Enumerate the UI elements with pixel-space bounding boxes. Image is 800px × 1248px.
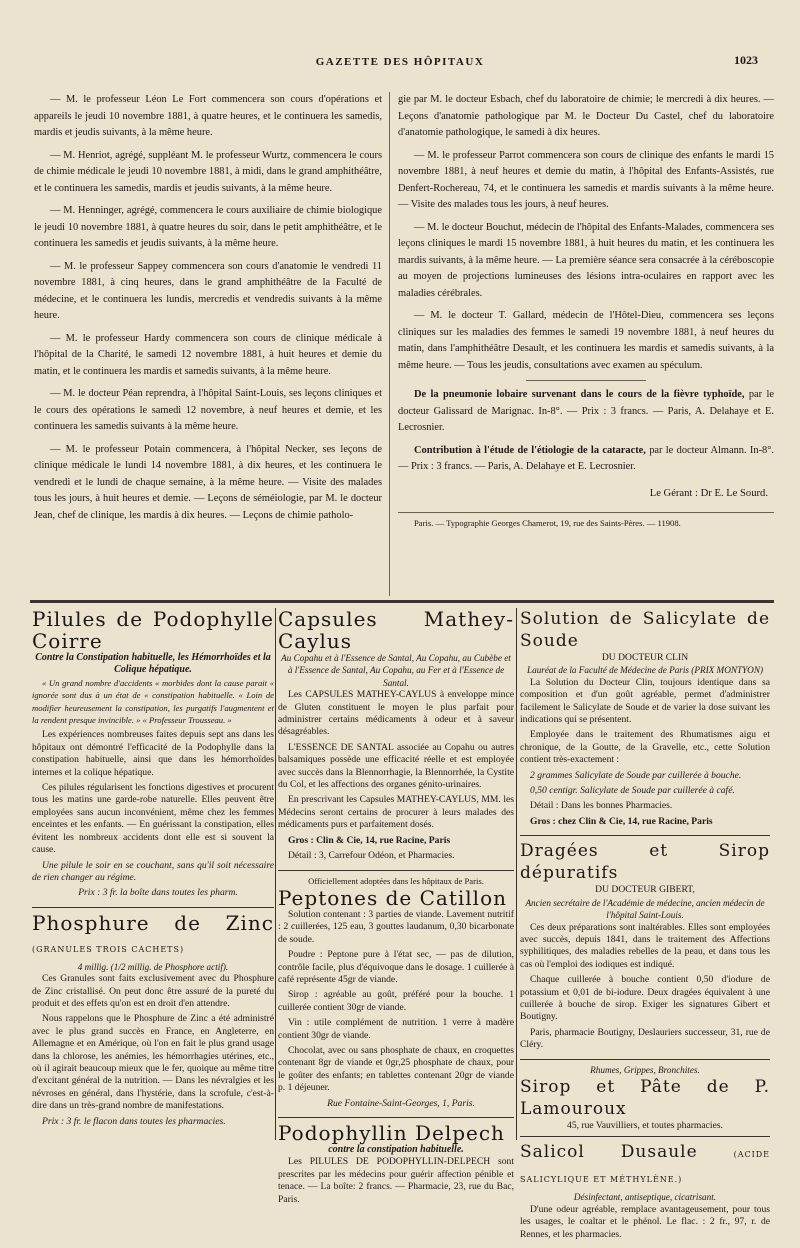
ad-wholesale: Gros : Clin & Cie, 14, rue Racine, Paris [288, 834, 451, 846]
publication-notice [398, 443, 774, 476]
announcement-paragraph: — M. Henriot, agrégé, suppléant M. le professeur Wurtz, commencera le cours de chimie médicale le jeudi 10 novembre 1881, à midi, dans le grand amphithéâtre, et le continuera les samedis, mardis et jeudis suivants, à la même heure. [34, 149, 382, 194]
ad-title: Capsules Mathey-Caylus [278, 607, 514, 653]
ad-official-note: Officiellement adoptées dans les hôpitaux de Paris. [308, 875, 484, 886]
ad-dose: 0,50 centigr. Salicylate de Soude par cuillerée à café. [530, 785, 735, 797]
ad-title: Peptones de Catillon [278, 885, 507, 910]
ads-top-rule [30, 600, 774, 603]
ad-author: DU DOCTEUR GIBERT, [595, 884, 695, 896]
ad-subtitle: Désinfectant, antiseptique, cicatrisant. [573, 1192, 717, 1203]
ad-title: Dragées et Sirop dépuratifs [520, 841, 770, 884]
ad-wholesale: Gros : chez Clin & Cie, 14, rue Racine, Paris [530, 815, 713, 827]
page-number: 1023 [734, 53, 758, 67]
ad-quote: « Un grand nombre d'accidents « morbides dont la cause parait « ignorée sont dus à un état de « constipation habituelle. « Loin de modifier heureusement la constipation, les purgatifs l'augmentent et la rendent presque invincible. » « Professeur Trousseau. » [32, 677, 274, 726]
announcement-paragraph: — M. le professeur Parrot commencera son cours de clinique des enfants le mardi 15 novembre 1881, à neuf heures et demie du matin, à l'hôpital des Enfants-Assistés, rue Denfert-Rochereau, 74, et le continuera les samedis et mardis suivants à la même heure. — Visite des malades tous les jours, à neuf heures. [398, 149, 774, 210]
ad-title-text: Salicol Dusaule [520, 1142, 698, 1163]
ad-laureate: Lauréat de la Faculté de Médecine de Paris (PRIX MONTYON) [526, 665, 764, 676]
ad-address: Paris, pharmacie Boutigny, Deslauriers successeur, 31, rue de Cléry. [520, 1026, 770, 1051]
ads-column-3 [520, 608, 770, 1248]
ad-dose: 2 grammes Salicylate de Soude par cuillerée à bouche. [530, 769, 742, 781]
ad-subtitle: contre la constipation habituelle. [328, 1144, 464, 1155]
publication-title: Contribution à l'étude de l'étiologie de la cataracte, [414, 444, 646, 456]
ad-tag: (ACIDE SALICYLIQUE ET MÉTHYLÈNE.) [520, 1150, 771, 1185]
ad-body: Poudre : Peptone pure à l'état sec, — pas de dilution, contrôle facile, plus d'équivoque dans le dosage. 1 cuillerée à café représente 45gr de viande. [278, 949, 514, 985]
ad-body: En prescrivant les Capsules MATHEY-CAYLUS, MM. les Médecins seront certains de procurer à leurs malades des médicaments purs et parfaitement dosés. [278, 794, 514, 831]
ad-title: Sirop et Pâte de P. Lamouroux [520, 1076, 770, 1119]
ad-body: Ces pilules régularisent les fonctions digestives et procurent tous les matins une garde-robe naturelle. Elles peuvent être employées sans aucun inconvénient, même chez les femmes enceintes et les enfants. — En guérissant la constipation, elles évitent les nombreux accidents dont elle est si souvent la cause. [32, 782, 274, 856]
journal-title: GAZETTE DES HÔPITAUX [315, 56, 485, 68]
page-header [30, 50, 770, 72]
right-text-column [398, 92, 774, 532]
gerant-signature: Le Gérant : Dr E. Le Sourd. [649, 487, 768, 499]
ad-lines: Au Copahu et à l'Essence de Santal, Au Copahu, au Cubèbe et à l'Essence de Santal, Au Copahu, au Fer et à l'Essence de Santal. [281, 653, 511, 688]
announcement-paragraph: — M. le professeur Sappey commencera son cours d'anatomie le vendredi 11 novembre 1881, à cinq heures, dans le grand amphithéâtre de la Faculté de médecine, et le continuera les lundis, mercredis et vendredis suivants à la même heure. [34, 260, 382, 321]
ads-column-1 [32, 608, 274, 1135]
announcement-paragraph: — M. le docteur Bouchut, médecin de l'hôpital des Enfants-Malades, commencera ses leçons cliniques le mardi 15 novembre 1881, à huit heures du matin, et les continuera les mardis suivants, à la même heure. — La première séance sera consacrée à la céréboscopie au moyen de projections lumineuses des lésions intra-oculaires en rapport avec les maladies cérébrales. [398, 221, 774, 299]
ad-price: Prix : 3 fr. le flacon dans toutes les pharmacies. [42, 1115, 226, 1127]
printer-imprint: Paris. — Typographie Georges Chamerot, 19, rue des Saints-Pères. — 11908. [398, 512, 774, 532]
ad-salicol-dusaule [520, 1136, 770, 1248]
ad-capsules-mathey-caylus [278, 608, 514, 870]
ad-title: Podophyllin Delpech [278, 1121, 505, 1145]
ad-author: DU DOCTEUR CLIN [601, 652, 689, 663]
ad-address: Rue Fontaine-Saint-Georges, 1, Paris. [327, 1097, 475, 1109]
ads-column-rule [516, 608, 517, 1140]
ad-body: D'une odeur agréable, remplace avantageusement, pour tous les usages, le coaltar et le phénol. Le flac. : 2 fr., 97, r. de Rennes, et les pharmacies. [520, 1203, 770, 1240]
announcement-paragraph: — M. le docteur Péan reprendra, à l'hôpital Saint-Louis, ses leçons cliniques et le cours des opérations le samedi 12 novembre, à neuf heures et demie, et les continuera les samedis suivants à la même heure. [34, 388, 382, 432]
ad-body: La Solution du Docteur Clin, toujours identique dans sa composition et d'un goût agréable, permet d'administrer facilement le Salicylate de Soude et de varier la dose suivant les indications qui se présentent. [520, 676, 770, 726]
ad-title-text: Phosphure de Zinc [32, 910, 274, 935]
ad-body: Ces Granules sont faits exclusivement avec du Phosphure de Zinc cristallisé. On peut donc être assuré de la pureté du produit et des effets qu'on est en droit d'en attendre. [32, 973, 274, 1009]
ad-body: Les CAPSULES MATHEY-CAYLUS à enveloppe mince de Gluten constituent le moyen le plus parfait pour administrer certains médicaments à odeur et à saveur désagréables. [278, 689, 514, 738]
ad-podophylle-coirre [32, 608, 274, 907]
ad-subtitle: Contre la Constipation habituelle, les Hémorrhoïdes et la Colique hépatique. [35, 652, 271, 676]
publication-details: par le docteur Almann. In-8°. — Prix : 3 francs. — Paris, A. Delahaye et E. Lecrosnier. [398, 444, 774, 472]
ad-body: Les expériences nombreuses faites depuis sept ans dans les hôpitaux ont démontré l'efficacité de la Podophylle dans la constipation habituelle, ainsi que dans les hémorrhoïdes internes et la colique hépatique. [32, 729, 274, 778]
ad-body: L'ESSENCE DE SANTAL associée au Copahu ou autres balsamiques possède une efficacité réelle et est employée avec succès dans la Blennorrhagie, la Blennorrhée, la Cystite du Col, et les affections des organes génito-urinaires. [278, 741, 514, 791]
ad-peptones-catillon [278, 870, 514, 1118]
ad-author-credentials: Ancien secrétaire de l'Académie de médecine, ancien médecin de l'hôpital Saint-Louis. [525, 897, 765, 921]
ad-price: Prix : 3 fr. la boîte dans toutes les pharm. [78, 887, 238, 899]
ads-column-2 [278, 608, 514, 1213]
ad-address: 45, rue Vauvilliers, et toutes pharmacies. [567, 1119, 723, 1131]
ad-body: Sirop : agréable au goût, préféré pour la bouche. 1 cuillerée contient 30gr de viande. [278, 989, 514, 1013]
announcement-paragraph: gie par M. le docteur Esbach, chef du laboratoire de chimie; le mercredi à dix heures. — Leçons d'anatomie pathologique par M. le Docteur Du Castel, chef du laboratoire d'anatomie pathologique, le samedi à dix heures. [398, 94, 774, 138]
announcement-paragraph: — M. Henninger, agrégé, commencera le cours auxiliaire de chimie biologique le jeudi 10 novembre 1881, à quatre heures du soir, dans le petit amphithéâtre, et le continuera les samedis et jeudis suivants, à la même heure. [34, 205, 382, 249]
ad-title [520, 1141, 770, 1191]
ad-tagline: Rhumes, Grippes, Bronchites. [590, 1064, 700, 1075]
ad-podophyllin-delpech [278, 1117, 514, 1213]
announcement-paragraph: — M. le docteur T. Gallard, médecin de l'Hôtel-Dieu, commencera ses leçons cliniques sur les maladies des femmes le samedi 19 novembre 1881, à neuf heures du matin, dans l'amphithéâtre Desault, et les continuera les mardis et samedis suivants, à la même heure. — Tous les jeudis, consultations avec examen au spéculum. [398, 310, 774, 371]
announcement-paragraph: — M. le professeur Hardy commencera son cours de clinique médicale à l'hôpital de la Charité, le samedi 12 novembre 1881, à huit heures et demie du matin, et le continuera les mardis et samedis suivants, à la même heure. [34, 332, 382, 377]
ad-body: Vin : utile complément de nutrition. 1 verre à madère contient 30gr de viande. [278, 1017, 514, 1041]
ad-title: Pilules de Podophylle Coirre [32, 607, 274, 653]
ad-phosphure-zinc [32, 907, 274, 1135]
ad-body: Ces deux préparations sont inaltérables. Elles sont employées avec succès, depuis 1841, dans le traitement des Affections syphilitiques, des maladies rebelles de la peau, et dans tous les cas où l'emploi des iodiques est indiqué. [520, 921, 770, 970]
ad-title: Solution de Salicylate de Soude [520, 609, 770, 651]
ad-dosage: 4 millig. (1/2 millig. de Phosphore actif). [77, 961, 229, 972]
ad-body: Employée dans le traitement des Rhumatismes aigu et chronique, de la Goutte, de la Gravelle, etc., cette Solution contient très-exactement : [520, 729, 770, 766]
publication-notice [398, 387, 774, 437]
ad-body: Nous rappelons que le Phosphure de Zinc a été administré avec le plus grand succès en France, en Angleterre, en Allemagne et en Amérique, où l'on en fait le plus grand usage dans la chlorose, les anémies, les hémorrhagies utérines, etc., où il agirait beaucoup mieux que le fer, quoique au même titre d'excitant général de la nutrition. — Dans les névralgies et les névroses en général, dans l'hystérie, dans la scrofule, c'est-à-dire dans un très-grand nombre de manifestations. [32, 1013, 274, 1112]
left-text-column [34, 92, 382, 530]
ad-body: Solution contenant : 3 parties de viande. Lavement nutritif : 2 cuillerées, 125 eau, 3 gouttes laudanum, 0,30 bicarbonate de soude. [278, 908, 514, 945]
section-separator [526, 380, 646, 381]
ad-title [32, 912, 274, 961]
ad-dosage-note: Une pilule le soir en se couchant, sans qu'il soit nécessaire de rien changer au régime. [32, 859, 274, 883]
ad-retail: Détail : Dans les bonnes Pharmacies. [530, 800, 673, 812]
ad-retail: Détail : 3, Carrefour Odéon, et Pharmacies. [288, 850, 455, 862]
ad-lamouroux [520, 1059, 770, 1137]
ad-body: Chaque cuillerée à bouche contient 0,50 d'iodure de potassium et 0,01 de bi-iodure. Deux dragées équivalent à une cuillerée à bouche de sirop. Exiger les signatures Gibert et Boutigny. [520, 974, 770, 1023]
announcement-paragraph: — M. le professeur Léon Le Fort commencera son cours d'opérations et appareils le jeudi 10 novembre 1881, à quatre heures, et le continuera les samedis, mardis et jeudis suivants, à la même heure. [34, 94, 382, 138]
publication-title: De la pneumonie lobaire survenant dans le cours de la fièvre typhoïde, [414, 389, 745, 400]
publication-details: par le docteur Galissard de Marignac. In-8°. — Prix : 3 francs. — Paris, A. Delahaye et E. Lecrosnier. [398, 389, 774, 433]
ad-body: Les PILULES DE PODOPHYLLIN-DELPECH sont prescrites par les médecins pour guérir affection pénible et tenace. — La boîte: 2 francs. — Pharmacie, 23, rue du Bac, Paris. [278, 1156, 514, 1205]
ad-tag: (GRANULES TROIS CACHETS) [32, 944, 185, 954]
ad-dragees-gibert [520, 835, 770, 1058]
announcement-paragraph: — M. le professeur Potain commencera, à l'hôpital Necker, ses leçons de clinique médicale le lundi 14 novembre 1881, à dix heures, et les continuera le vendredi et le lundi de chaque semaine, à la même heure. — Visite des malades tous les jours, à huit heures et demie. — Leçons de séméiologie, par M. le docteur Jean, chef de clinique, les mardis à dix heures. — Leçons de chimie patholo- [34, 443, 382, 521]
ad-body: Chocolat, avec ou sans phosphate de chaux, en croquettes contenant 8gr de viande et 0gr,25 phosphate de chaux, pour le goûter des enfants; en tablettes contenant 20gr de viande p. 1 déjeuner. [278, 1044, 514, 1094]
ad-salicylate-soude [520, 608, 770, 835]
column-divider [389, 92, 390, 596]
ads-column-rule [275, 608, 276, 1140]
